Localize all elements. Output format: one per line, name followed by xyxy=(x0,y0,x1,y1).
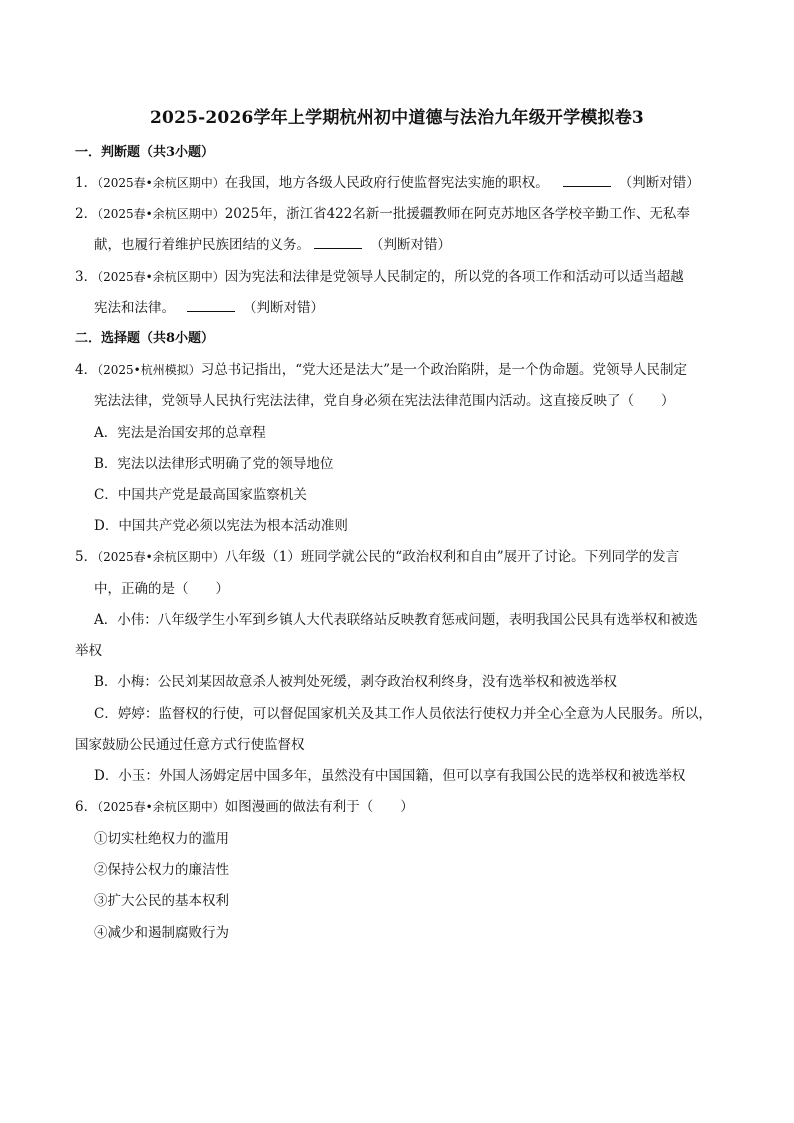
question-3-line-2 xyxy=(94,297,724,318)
question-5-line-1 xyxy=(75,547,724,567)
option-b[interactable]: B．小梅：公民刘某因故意杀人被判处死缓，剥夺政治权利终身，没有选举权和被选举权 xyxy=(94,674,617,690)
statement-4: ④减少和遏制腐败行为 xyxy=(94,925,229,941)
option-a-line-1[interactable]: A．小伟：八年级学生小军到乡镇人大代表联络站反映教育惩戒问题，表明我国公民具有选举权和被选 xyxy=(94,612,698,628)
question-source: （2025春•余杭区期中） xyxy=(97,550,225,564)
question-text: 习总书记指出，“党大还是法大”是一个政治陷阱，是一个伪命题。党领导人民制定 xyxy=(200,362,688,378)
question-text: 2025年，浙江省422名新一批援疆教师在阿克苏地区各学校辛勤工作、无私奉 xyxy=(224,206,690,222)
question-text: 如图漫画的做法有利于（ ） xyxy=(224,799,414,815)
question-4-line-2: 宪法法律，党领导人民执行宪法法律，党自身必须在宪法法律范围内活动。这直接反映了（ ） xyxy=(94,393,675,409)
question-2-line-1 xyxy=(75,204,724,224)
question-text: 献，也履行着维护民族团结的义务。 xyxy=(94,237,310,253)
question-number: 5． xyxy=(75,549,98,565)
question-5-line-2: 中，正确的是（ ） xyxy=(94,581,229,597)
question-6-line-1 xyxy=(75,797,724,817)
question-source: （2025春•余杭区期中） xyxy=(97,176,225,190)
exam-title: 2025-2026学年上学期杭州初中道德与法治九年级开学模拟卷3 xyxy=(150,108,644,128)
statement-3: ③扩大公民的基本权利 xyxy=(94,893,229,909)
question-source: （2025春•余杭区期中） xyxy=(97,207,225,221)
question-text: 因为宪法和法律是党领导人民制定的，所以党的各项工作和活动可以适当超越 xyxy=(224,269,684,285)
option-a[interactable]: A．宪法是治国安邦的总章程 xyxy=(94,425,266,441)
option-c-line-1[interactable]: C．婷婷：监督权的行使，可以督促国家机关及其工作人员依法行使权力并全心全意为人民服务。所以， xyxy=(94,706,712,722)
question-number: 2． xyxy=(75,206,98,222)
question-source: （2025春•余杭区期中） xyxy=(97,800,225,814)
question-number: 1． xyxy=(75,175,98,191)
question-number: 4． xyxy=(75,362,98,378)
option-b[interactable]: B．宪法以法律形式明确了党的领导地位 xyxy=(94,456,334,472)
question-4-line-1 xyxy=(75,360,724,380)
question-suffix: （判断对错） xyxy=(243,300,324,316)
option-d[interactable]: D．中国共产党必须以宪法为根本活动准则 xyxy=(94,518,348,534)
section-heading-choice: 二．选择题（共8小题） xyxy=(75,331,215,346)
section-heading-judgement: 一．判断题（共3小题） xyxy=(75,145,215,160)
question-text: 宪法和法律。 xyxy=(94,300,175,316)
answer-blank[interactable] xyxy=(187,297,235,312)
question-3-line-1 xyxy=(75,267,724,287)
option-a-line-2[interactable]: 举权 xyxy=(75,643,102,659)
answer-blank[interactable] xyxy=(563,172,611,187)
question-text: 八年级（1）班同学就公民的“政治权利和自由”展开了讨论。下列同学的发言 xyxy=(224,549,680,565)
statement-2: ②保持公权力的廉洁性 xyxy=(94,862,229,878)
statement-1: ①切实杜绝权力的滥用 xyxy=(94,831,229,847)
question-number: 3． xyxy=(75,269,98,285)
question-source: （2025•杭州模拟） xyxy=(97,363,201,377)
option-d[interactable]: D．小玉：外国人汤姆定居中国多年，虽然没有中国国籍，但可以享有我国公民的选举权和被选举权 xyxy=(94,768,686,784)
question-1 xyxy=(75,172,724,193)
question-source: （2025春•余杭区期中） xyxy=(97,270,225,284)
question-suffix: （判断对错） xyxy=(618,175,700,191)
option-c-line-2[interactable]: 国家鼓励公民通过任意方式行使监督权 xyxy=(75,737,305,753)
question-number: 6． xyxy=(75,799,98,815)
question-text: 在我国，地方各级人民政府行使监督宪法实施的职权。 xyxy=(224,175,549,191)
option-c[interactable]: C．中国共产党是最高国家监察机关 xyxy=(94,487,307,503)
question-suffix: （判断对错） xyxy=(370,237,451,253)
question-2-line-2 xyxy=(94,234,724,255)
answer-blank[interactable] xyxy=(314,234,362,249)
